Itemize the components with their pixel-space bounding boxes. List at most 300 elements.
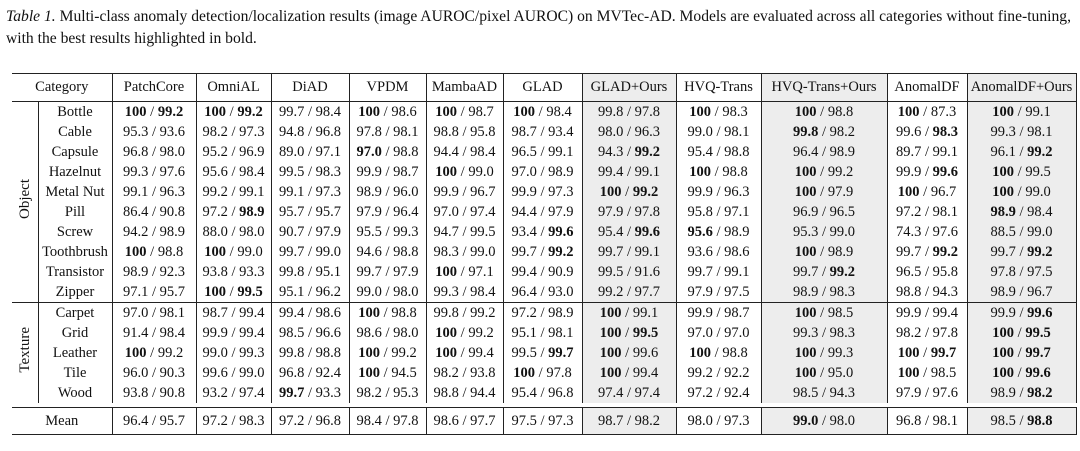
image-auroc: 97.2: [895, 204, 922, 220]
pixel-auroc: 99.6: [1027, 305, 1053, 321]
table-cell: [112, 142, 196, 162]
image-auroc: 100: [358, 305, 381, 321]
table-cell: [426, 383, 503, 403]
image-auroc: 95.7: [278, 204, 305, 220]
column-header: [887, 74, 967, 102]
image-auroc: 96.8: [895, 413, 922, 429]
table-row: [12, 222, 1076, 242]
value-separator: /: [1014, 104, 1026, 120]
value-separator: /: [712, 264, 725, 280]
category-name: Pill: [64, 204, 86, 220]
value-separator: /: [458, 365, 471, 381]
pixel-auroc: 99.4: [468, 345, 494, 361]
value-separator: /: [818, 413, 830, 429]
image-auroc: 97.9: [895, 385, 922, 401]
table-cell: [196, 242, 271, 262]
pixel-auroc: 99.2: [548, 244, 574, 260]
value-separator: /: [226, 244, 238, 260]
value-separator: /: [921, 124, 933, 140]
value-separator: /: [227, 385, 240, 401]
value-separator: /: [148, 284, 160, 300]
image-auroc: 100: [794, 365, 817, 381]
table-cell: [967, 102, 1076, 123]
pixel-auroc: 98.4: [315, 104, 342, 120]
pixel-auroc: 96.4: [393, 204, 419, 220]
value-separator: /: [381, 264, 394, 280]
value-separator: /: [712, 224, 725, 240]
pixel-auroc: 98.7: [724, 305, 750, 321]
pixel-auroc: 98.4: [470, 284, 496, 300]
table-row: [12, 182, 1076, 202]
pixel-auroc: 97.3: [315, 184, 342, 200]
table-cell: [112, 363, 196, 383]
pixel-auroc: 97.8: [393, 413, 419, 429]
pixel-auroc: 93.6: [159, 124, 186, 140]
image-auroc: 95.1: [278, 284, 305, 300]
value-separator: /: [381, 164, 394, 180]
image-auroc: 99.7: [278, 244, 305, 260]
pixel-auroc: 96.3: [724, 184, 750, 200]
image-auroc: 99.6: [202, 365, 228, 381]
table-cell: [887, 343, 967, 363]
value-separator: /: [380, 345, 392, 361]
table-cell: [676, 182, 761, 202]
table-cell: [503, 323, 582, 343]
pixel-auroc: 96.7: [1027, 284, 1053, 300]
category-name: Capsule: [51, 144, 99, 160]
category-name: Transistor: [45, 264, 105, 280]
pixel-auroc: 97.1: [468, 264, 494, 280]
table-cell: [676, 408, 761, 435]
pixel-auroc: 99.2: [932, 244, 959, 260]
value-separator: /: [148, 305, 160, 321]
pixel-auroc: 99.6: [548, 224, 574, 240]
pixel-auroc: 97.1: [724, 204, 750, 220]
table-cell: [349, 408, 426, 435]
table-cell: [582, 202, 676, 222]
value-separator: /: [304, 264, 316, 280]
image-auroc: 99.9: [202, 325, 228, 341]
pixel-auroc: 98.1: [724, 124, 750, 140]
table-cell: [349, 162, 426, 182]
category-name: Leather: [52, 345, 98, 361]
pixel-auroc: 99.2: [391, 345, 417, 361]
image-auroc: 99.5: [597, 264, 624, 280]
table-cell: [967, 242, 1076, 262]
image-auroc: 98.9: [990, 385, 1016, 401]
value-separator: /: [458, 244, 471, 260]
pixel-auroc: 99.0: [829, 224, 856, 240]
table-cell: [112, 408, 196, 435]
table-row: [12, 383, 1076, 403]
image-auroc: 97.2: [202, 204, 228, 220]
image-auroc: 100: [599, 325, 622, 341]
value-separator: /: [623, 104, 635, 120]
pixel-auroc: 93.8: [470, 365, 496, 381]
value-separator: /: [818, 325, 830, 341]
value-separator: /: [381, 184, 394, 200]
value-separator: /: [536, 325, 549, 341]
pixel-auroc: 96.7: [930, 184, 957, 200]
value-separator: /: [816, 104, 828, 120]
image-auroc: 97.5: [511, 413, 537, 429]
table-cell: [503, 363, 582, 383]
image-auroc: 98.5: [792, 385, 819, 401]
table-cell: [426, 222, 503, 242]
image-auroc: 100: [794, 244, 817, 260]
pixel-auroc: 99.7: [1025, 345, 1051, 361]
image-auroc: 100: [689, 104, 712, 120]
value-separator: /: [712, 325, 725, 341]
table-cell: [112, 162, 196, 182]
value-separator: /: [921, 305, 933, 321]
image-auroc: 98.9: [990, 284, 1016, 300]
table-cell: [196, 323, 271, 343]
value-separator: /: [146, 244, 158, 260]
group-label: Object: [16, 179, 33, 219]
value-separator: /: [712, 124, 725, 140]
table-row: [12, 262, 1076, 282]
value-separator: /: [226, 104, 238, 120]
value-separator: /: [623, 144, 635, 160]
value-separator: /: [621, 325, 633, 341]
image-auroc: 100: [599, 305, 622, 321]
pixel-auroc: 99.6: [932, 164, 959, 180]
pixel-auroc: 99.5: [470, 224, 496, 240]
column-header-label: DiAD: [292, 79, 328, 95]
table-cell: [761, 142, 887, 162]
value-separator: /: [304, 305, 316, 321]
image-auroc: 96.0: [122, 365, 149, 381]
table-cell: [676, 282, 761, 303]
pixel-auroc: 98.3: [829, 325, 856, 341]
value-separator: /: [227, 144, 240, 160]
image-auroc: 99.9: [433, 184, 459, 200]
value-separator: /: [457, 104, 469, 120]
value-separator: /: [536, 204, 549, 220]
image-auroc: 98.3: [433, 244, 459, 260]
pixel-auroc: 97.7: [470, 413, 496, 429]
value-separator: /: [227, 224, 240, 240]
pixel-auroc: 99.4: [932, 305, 959, 321]
value-separator: /: [623, 413, 635, 429]
image-auroc: 97.2: [202, 413, 228, 429]
image-auroc: 99.4: [597, 164, 624, 180]
value-separator: /: [304, 184, 316, 200]
pixel-auroc: 97.3: [239, 124, 265, 140]
pixel-auroc: 98.4: [470, 144, 496, 160]
pixel-auroc: 99.2: [157, 104, 184, 120]
value-separator: /: [712, 204, 725, 220]
image-auroc: 95.6: [202, 164, 228, 180]
value-separator: /: [1015, 244, 1028, 260]
image-auroc: 95.6: [687, 224, 713, 240]
image-auroc: 99.7: [511, 244, 537, 260]
value-separator: /: [381, 325, 394, 341]
image-auroc: 99.9: [895, 305, 922, 321]
image-auroc: 100: [992, 164, 1015, 180]
pixel-auroc: 99.2: [829, 264, 856, 280]
image-auroc: 97.0: [687, 325, 713, 341]
table-cell: [503, 222, 582, 242]
value-separator: /: [227, 264, 240, 280]
value-separator: /: [304, 224, 316, 240]
pixel-auroc: 98.8: [393, 144, 419, 160]
value-separator: /: [816, 184, 828, 200]
category-name: Cable: [58, 124, 92, 140]
pixel-auroc: 99.2: [237, 104, 263, 120]
image-auroc: 98.4: [356, 413, 382, 429]
value-separator: /: [712, 244, 725, 260]
image-auroc: 98.9: [356, 184, 382, 200]
image-auroc: 99.1: [122, 184, 149, 200]
value-separator: /: [623, 284, 635, 300]
category-cell: [38, 303, 112, 324]
category-cell: [38, 142, 112, 162]
image-auroc: 98.0: [687, 413, 713, 429]
category-cell: [38, 383, 112, 403]
image-auroc: 94.3: [597, 144, 624, 160]
pixel-auroc: 98.9: [159, 224, 186, 240]
value-separator: /: [227, 325, 240, 341]
table-cell: [271, 323, 349, 343]
pixel-auroc: 91.6: [634, 264, 661, 280]
pixel-auroc: 96.8: [548, 385, 574, 401]
image-auroc: 100: [689, 164, 712, 180]
image-auroc: 99.9: [895, 164, 922, 180]
image-auroc: 97.0: [356, 144, 382, 160]
category-cell: [38, 262, 112, 282]
table-cell: [582, 242, 676, 262]
table-cell: [426, 202, 503, 222]
value-separator: /: [148, 184, 160, 200]
image-auroc: 95.2: [202, 144, 228, 160]
value-separator: /: [818, 124, 830, 140]
table-cell: [887, 222, 967, 242]
category-cell: [38, 222, 112, 242]
pixel-auroc: 99.0: [1025, 184, 1051, 200]
value-separator: /: [458, 204, 471, 220]
value-separator: /: [816, 345, 828, 361]
table-cell: [967, 363, 1076, 383]
pixel-auroc: 99.4: [632, 365, 659, 381]
value-separator: /: [458, 124, 471, 140]
pixel-auroc: 97.9: [827, 184, 854, 200]
value-separator: /: [919, 184, 931, 200]
table-cell: [112, 282, 196, 303]
pixel-auroc: 97.4: [634, 385, 661, 401]
value-separator: /: [457, 264, 469, 280]
image-auroc: 98.9: [122, 264, 149, 280]
image-auroc: 98.2: [433, 365, 459, 381]
value-separator: /: [148, 164, 160, 180]
value-separator: /: [1014, 184, 1026, 200]
pixel-auroc: 98.8: [391, 305, 417, 321]
table-cell: [426, 182, 503, 202]
value-separator: /: [921, 144, 933, 160]
value-separator: /: [536, 305, 549, 321]
image-auroc: 97.0: [511, 164, 537, 180]
table-cell: [112, 242, 196, 262]
group-label: Texture: [16, 327, 33, 373]
category-name: Toothbrush: [42, 244, 108, 260]
column-header: [676, 74, 761, 102]
pixel-auroc: 90.3: [159, 365, 186, 381]
category-cell: [38, 323, 112, 343]
value-separator: /: [1015, 204, 1028, 220]
image-auroc: 100: [435, 104, 458, 120]
table-cell: [196, 122, 271, 142]
image-auroc: 100: [992, 184, 1015, 200]
column-header: [582, 74, 676, 102]
pixel-auroc: 97.6: [159, 164, 186, 180]
image-auroc: 100: [992, 345, 1015, 361]
pixel-auroc: 99.1: [634, 164, 661, 180]
pixel-auroc: 98.8: [315, 345, 342, 361]
table-cell: [887, 303, 967, 324]
table-cell: [271, 363, 349, 383]
pixel-auroc: 96.8: [315, 413, 342, 429]
table-cell: [349, 122, 426, 142]
table-cell: [196, 102, 271, 123]
pixel-auroc: 99.6: [634, 224, 661, 240]
table-cell: [271, 142, 349, 162]
table-cell: [271, 242, 349, 262]
value-separator: /: [535, 104, 547, 120]
pixel-auroc: 98.1: [1027, 124, 1053, 140]
table-cell: [761, 122, 887, 142]
pixel-auroc: 98.9: [548, 164, 574, 180]
image-auroc: 100: [992, 365, 1015, 381]
pixel-auroc: 97.8: [634, 204, 661, 220]
value-separator: /: [458, 385, 471, 401]
table-cell: [887, 202, 967, 222]
table-cell: [761, 383, 887, 403]
pixel-auroc: 99.1: [239, 184, 265, 200]
pixel-auroc: 98.0: [239, 224, 265, 240]
table-cell: [112, 343, 196, 363]
pixel-auroc: 93.4: [548, 124, 574, 140]
image-auroc: 99.4: [278, 305, 305, 321]
table-row: [12, 343, 1076, 363]
image-auroc: 97.4: [597, 385, 624, 401]
pixel-auroc: 92.2: [724, 365, 750, 381]
image-auroc: 99.0: [202, 345, 228, 361]
pixel-auroc: 99.0: [237, 244, 263, 260]
pixel-auroc: 97.8: [546, 365, 572, 381]
table-cell: [426, 102, 503, 123]
pixel-auroc: 95.1: [315, 264, 342, 280]
table-cell: [503, 383, 582, 403]
table-cell: [967, 162, 1076, 182]
column-header-label: OmniAL: [207, 79, 260, 95]
table-cell: [196, 303, 271, 324]
pixel-auroc: 98.0: [393, 325, 419, 341]
pixel-auroc: 99.5: [632, 325, 659, 341]
pixel-auroc: 98.2: [634, 413, 661, 429]
table-cell: [761, 202, 887, 222]
image-auroc: 100: [204, 244, 227, 260]
table-cell: [887, 323, 967, 343]
pixel-auroc: 93.3: [315, 385, 342, 401]
pixel-auroc: 98.6: [315, 305, 342, 321]
table-cell: [887, 363, 967, 383]
pixel-auroc: 99.0: [470, 244, 496, 260]
value-separator: /: [536, 413, 549, 429]
table-cell: [761, 262, 887, 282]
table-cell: [271, 303, 349, 324]
pixel-auroc: 98.8: [722, 345, 748, 361]
table-cell: [349, 383, 426, 403]
table-cell: [582, 282, 676, 303]
value-separator: /: [536, 345, 549, 361]
pixel-auroc: 95.8: [470, 124, 496, 140]
value-separator: /: [536, 284, 549, 300]
table-cell: [503, 408, 582, 435]
pixel-auroc: 98.1: [159, 305, 186, 321]
image-auroc: 99.3: [122, 164, 149, 180]
value-separator: /: [623, 385, 635, 401]
pixel-auroc: 96.9: [239, 144, 265, 160]
pixel-auroc: 99.0: [468, 164, 494, 180]
image-auroc: 99.1: [278, 184, 305, 200]
pixel-auroc: 96.2: [315, 284, 342, 300]
value-separator: /: [304, 284, 316, 300]
table-cell: [271, 343, 349, 363]
image-auroc: 95.4: [511, 385, 537, 401]
pixel-auroc: 97.7: [634, 284, 661, 300]
pixel-auroc: 97.3: [548, 413, 574, 429]
column-header-label: PatchCore: [123, 79, 185, 95]
table-cell: [582, 408, 676, 435]
category-cell: [38, 242, 112, 262]
table-cell: [271, 102, 349, 123]
value-separator: /: [623, 224, 635, 240]
image-auroc: 100: [689, 345, 712, 361]
image-auroc: 99.6: [895, 124, 922, 140]
results-table: [12, 73, 1077, 435]
table-cell: [967, 383, 1076, 403]
image-auroc: 100: [992, 325, 1015, 341]
image-auroc: 96.5: [895, 264, 922, 280]
pixel-auroc: 97.6: [932, 385, 959, 401]
table-cell: [196, 262, 271, 282]
value-separator: /: [381, 204, 394, 220]
column-header: [112, 74, 196, 102]
pixel-auroc: 94.4: [470, 385, 496, 401]
image-auroc: 97.0: [433, 204, 459, 220]
value-separator: /: [381, 284, 394, 300]
pixel-auroc: 99.1: [548, 144, 574, 160]
value-separator: /: [148, 144, 160, 160]
image-auroc: 100: [897, 104, 920, 120]
image-auroc: 95.1: [511, 325, 537, 341]
column-header-label: VPDM: [366, 79, 409, 95]
pixel-auroc: 98.4: [239, 164, 265, 180]
pixel-auroc: 92.3: [159, 264, 186, 280]
table-cell: [503, 202, 582, 222]
table-cell: [503, 343, 582, 363]
image-auroc: 100: [897, 345, 920, 361]
value-separator: /: [818, 224, 830, 240]
image-auroc: 100: [358, 365, 381, 381]
value-separator: /: [458, 305, 471, 321]
category-name: Carpet: [55, 305, 95, 321]
pixel-auroc: 99.1: [632, 305, 659, 321]
table-cell: [887, 262, 967, 282]
value-separator: /: [304, 164, 316, 180]
image-auroc: 96.9: [792, 204, 819, 220]
